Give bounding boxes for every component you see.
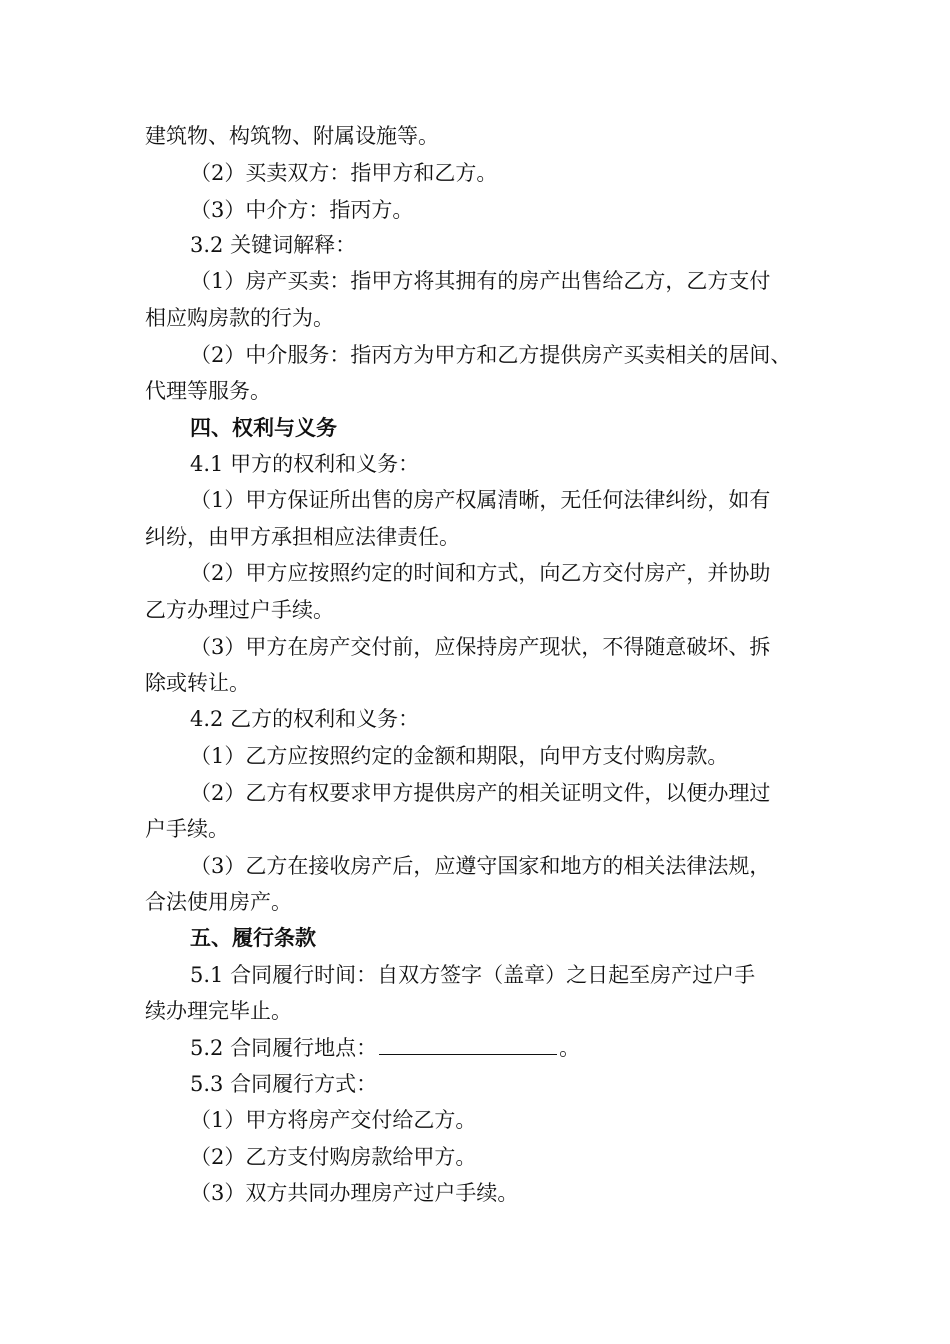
place-end: 。 bbox=[559, 1036, 581, 1060]
text-line: （3）中介方：指丙方。 bbox=[190, 198, 414, 222]
text-line: （1）甲方保证所出售的房产权属清晰，无任何法律纠纷，如有 bbox=[190, 488, 771, 512]
text-line: （2）乙方支付购房款给甲方。 bbox=[190, 1145, 477, 1169]
place-blank bbox=[379, 1034, 557, 1055]
text-line: 户手续。 bbox=[145, 817, 229, 841]
place-label: 5.2 合同履行地点： bbox=[190, 1036, 378, 1060]
text-line: 建筑物、构筑物、附属设施等。 bbox=[145, 124, 439, 148]
text-line: （1）房产买卖：指甲方将其拥有的房产出售给乙方，乙方支付 bbox=[190, 269, 771, 293]
place-line bbox=[190, 1033, 580, 1063]
text-line: （1）乙方应按照约定的金额和期限，向甲方支付购房款。 bbox=[190, 744, 729, 768]
text-line: （2）甲方应按照约定的时间和方式，向乙方交付房产，并协助 bbox=[190, 561, 771, 585]
text-line: （2）中介服务：指丙方为甲方和乙方提供房产买卖相关的居间、 bbox=[190, 343, 792, 367]
text-line: （3）乙方在接收房产后，应遵守国家和地方的相关法律法规， bbox=[190, 854, 771, 878]
text-line: 代理等服务。 bbox=[145, 379, 271, 403]
text-line: （2）买卖双方：指甲方和乙方。 bbox=[190, 161, 498, 185]
text-line: 4.2 乙方的权利和义务： bbox=[190, 707, 420, 731]
text-line: （1）甲方将房产交付给乙方。 bbox=[190, 1108, 477, 1132]
text-line: （3）甲方在房产交付前，应保持房产现状，不得随意破坏、拆 bbox=[190, 635, 771, 659]
text-line: 4.1 甲方的权利和义务： bbox=[190, 452, 420, 476]
text-line: 合法使用房产。 bbox=[145, 890, 292, 914]
section-heading: 四、权利与义务 bbox=[190, 416, 337, 440]
text-line: 纠纷，由甲方承担相应法律责任。 bbox=[145, 525, 460, 549]
section-heading: 五、履行条款 bbox=[190, 926, 316, 950]
text-line: 续办理完毕止。 bbox=[145, 999, 292, 1023]
text-line: 3.2 关键词解释： bbox=[190, 233, 357, 257]
text-line: （2）乙方有权要求甲方提供房产的相关证明文件，以便办理过 bbox=[190, 781, 771, 805]
text-line: （3）双方共同办理房产过户手续。 bbox=[190, 1181, 519, 1205]
text-line: 5.3 合同履行方式： bbox=[190, 1072, 378, 1096]
text-line: 相应购房款的行为。 bbox=[145, 306, 334, 330]
text-line: 乙方办理过户手续。 bbox=[145, 598, 334, 622]
text-line: 除或转让。 bbox=[145, 671, 250, 695]
text-line: 5.1 合同履行时间：自双方签字（盖章）之日起至房产过户手 bbox=[190, 963, 756, 987]
